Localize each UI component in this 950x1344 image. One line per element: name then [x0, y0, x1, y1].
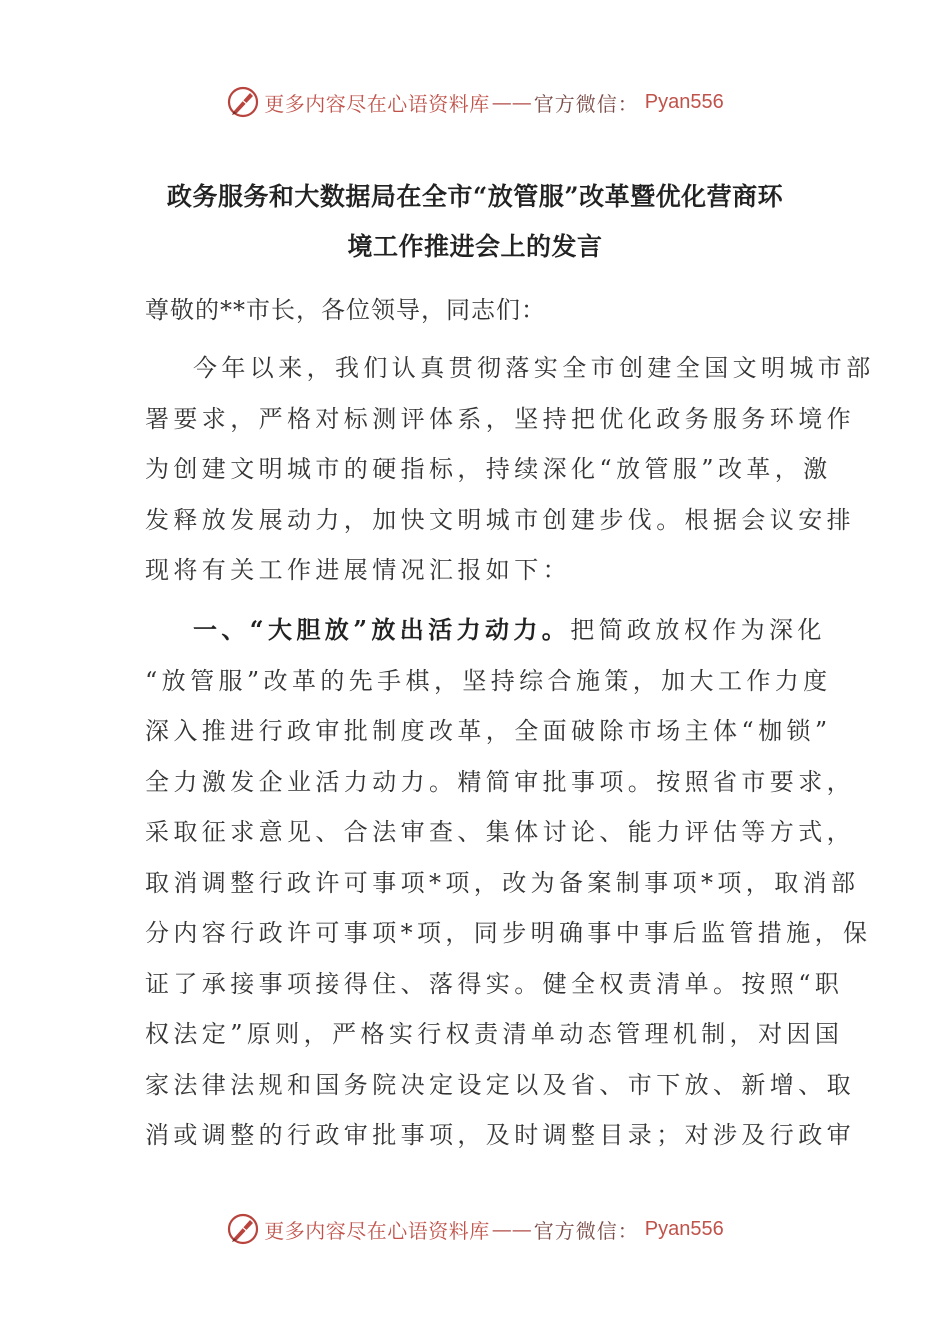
banner-dash: ——: [491, 1217, 532, 1241]
paragraph-line: 全力激发企业活力动力。精简审批事项。按照省市要求，: [145, 767, 855, 796]
paragraph-line: 采取征求意见、合法审查、集体讨论、能力评估等方式，: [145, 818, 855, 846]
paragraph-first-line: [145, 605, 826, 656]
paragraph-line: 消或调整的行政审批事项，及时调整目录；对涉及行政审: [145, 1121, 855, 1149]
paragraph-line: 证了承接事项接得住、落得实。健全权责清单。按照“职: [145, 969, 844, 998]
footer-banner: [0, 1209, 950, 1249]
banner-site-name: 更多内容尽在心语资料库: [264, 91, 490, 116]
document-title-line-2: 境工作推进会上的发言: [347, 232, 603, 261]
banner-wechat-label: 官方微信：: [533, 91, 639, 116]
paragraph-line: 现将有关工作进展情况汇报如下：: [145, 556, 571, 584]
paragraph-line: 分内容行政许可事项*项，同步明确事中事后监管措施，保: [145, 919, 872, 947]
document-title-line-1: 政务服务和大数据局在全市“放管服”改革暨优化营商环: [166, 182, 784, 211]
paragraph-line: 权法定”原则，严格实行权责清单动态管理机制，对因国: [145, 1020, 844, 1048]
pen-logo-icon: [226, 85, 260, 119]
banner-site-name: 更多内容尽在心语资料库: [264, 1218, 490, 1243]
paragraph-line: 取消调整行政许可事项*项，改为备案制事项*项，取消部: [145, 868, 860, 897]
banner-wechat-label: 官方微信：: [533, 1218, 639, 1243]
banner-wechat-id: Pyan556: [644, 1217, 724, 1240]
paragraph-line: 为创建文明城市的硬指标，持续深化“放管服”改革，激: [145, 455, 832, 483]
section-heading-rest: 把简政放权作为深化: [570, 616, 826, 644]
salutation: 尊敬的**市长，各位领导，同志们：: [145, 296, 546, 324]
paragraph-line: 家法律法规和国务院决定设定以及省、市下放、新增、取: [145, 1070, 855, 1099]
banner-wechat-id: Pyan556: [644, 90, 724, 113]
paragraph-line: “放管服”改革的先手棋，坚持综合施策，加大工作力度: [145, 666, 832, 695]
pen-logo-icon: [226, 1212, 260, 1246]
paragraph-line: 深入推进行政审批制度改革，全面破除市场主体“枷锁”: [145, 717, 832, 745]
paragraph-intro: [145, 343, 875, 596]
paragraph-line: 署要求，严格对标测评体系，坚持把优化政务服务环境作: [145, 404, 855, 433]
paragraph-line: 发释放发展动力，加快文明城市创建步伐。根据会议安排: [145, 505, 855, 534]
banner-dash: ——: [491, 90, 532, 114]
section-heading: 一、“大胆放”放出活力动力。: [193, 615, 571, 644]
paragraph-line: 今年以来，我们认真贯彻落实全市创建全国文明城市部: [193, 354, 875, 382]
paragraph-section-1: [145, 605, 872, 1161]
header-banner: [0, 82, 950, 122]
